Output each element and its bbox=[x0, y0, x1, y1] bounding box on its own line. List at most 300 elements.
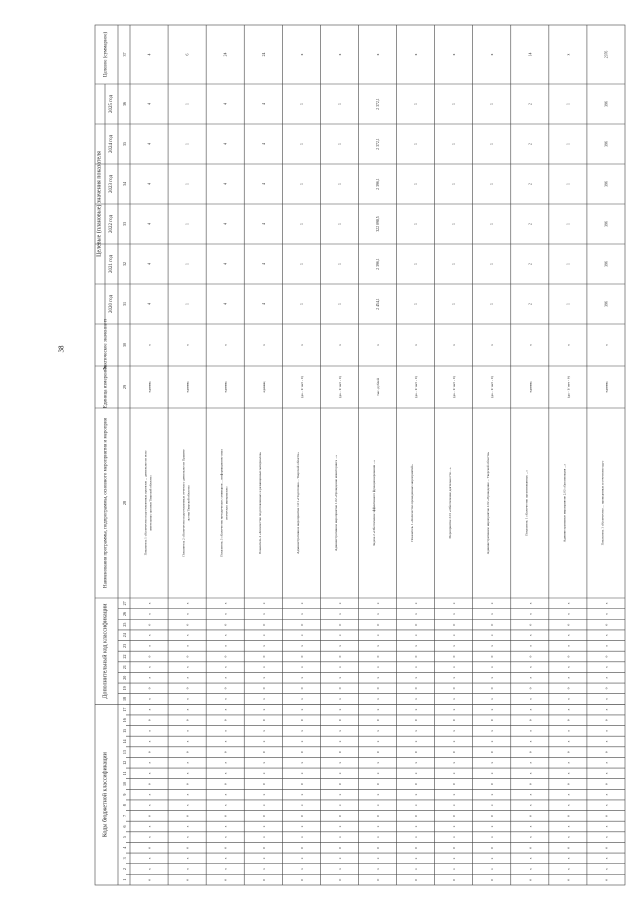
row-value: 1 bbox=[452, 103, 457, 105]
code-cell: х bbox=[376, 729, 380, 732]
row-value: 1 bbox=[414, 263, 419, 265]
code-cell: х bbox=[452, 729, 457, 732]
code-cell: х bbox=[452, 613, 457, 615]
row-value: 1 bbox=[452, 223, 457, 225]
code-cell: х bbox=[376, 761, 380, 764]
code-cell: х bbox=[261, 761, 266, 764]
column-number: 16 bbox=[122, 718, 127, 723]
code-cell: х bbox=[147, 793, 152, 796]
code-cell: х bbox=[528, 857, 533, 860]
code-cell: х bbox=[452, 836, 457, 839]
code-cell: х bbox=[414, 740, 419, 743]
code-cell: х bbox=[299, 761, 304, 764]
row-value: 1 bbox=[452, 303, 457, 305]
code-cell: 0 bbox=[337, 719, 342, 722]
code-cell: 0 bbox=[452, 815, 457, 817]
code-cell: 0 bbox=[376, 719, 380, 722]
code-cell: х bbox=[299, 857, 304, 860]
code-cell: х bbox=[490, 740, 495, 743]
code-cell: х bbox=[566, 793, 571, 796]
code-cell: х bbox=[376, 676, 380, 679]
code-cell: х bbox=[452, 634, 457, 637]
column-number: 27 bbox=[122, 601, 127, 606]
code-cell: 0 bbox=[261, 687, 266, 690]
code-cell: х bbox=[490, 644, 495, 647]
code-cell: 0 bbox=[299, 655, 304, 658]
row-name: Административное мероприятие 1.02 «Проведение мониторинга ...» bbox=[333, 454, 338, 552]
row-name: Показатель 1 «Количество ... проведенных в отчетном году» bbox=[600, 460, 605, 546]
row-total: 24 bbox=[223, 52, 228, 57]
code-cell: х bbox=[223, 602, 228, 605]
row-value: 1 bbox=[490, 263, 495, 265]
code-cell: х bbox=[223, 698, 228, 700]
code-cell: 0 bbox=[604, 687, 609, 690]
row-total: х bbox=[337, 53, 342, 56]
code-cell: х bbox=[604, 761, 609, 764]
code-cell: х bbox=[223, 857, 228, 860]
row-value: 1 bbox=[452, 263, 457, 265]
code-cell: х bbox=[566, 644, 571, 647]
header-unit: Единица измерения bbox=[103, 365, 109, 409]
code-cell: х bbox=[337, 729, 342, 732]
code-cell: х bbox=[147, 761, 152, 764]
header-year-3: 2022 год bbox=[109, 214, 114, 234]
code-cell: х bbox=[566, 666, 571, 668]
code-cell: 0 bbox=[566, 687, 571, 690]
code-cell: х bbox=[337, 761, 342, 764]
code-cell: 0 bbox=[337, 623, 342, 626]
row-name: Показатель 1 «Количество подготовленных проектов ... деятельности испо bbox=[143, 450, 148, 556]
code-cell: х bbox=[261, 729, 266, 732]
code-cell: 0 bbox=[414, 687, 419, 690]
code-cell: 0 bbox=[299, 751, 304, 754]
table-border bbox=[95, 25, 625, 885]
code-cell: х bbox=[223, 825, 228, 828]
code-cell: 0 bbox=[337, 751, 342, 754]
row-value: 4 bbox=[261, 303, 266, 305]
code-cell: х bbox=[261, 708, 266, 711]
row-value: 1 bbox=[452, 143, 457, 145]
code-cell: х bbox=[528, 836, 533, 839]
row-name: лнительных органов Тверской области» bbox=[148, 475, 153, 531]
row-value: 1 bbox=[299, 223, 304, 225]
column-number: 33 bbox=[122, 222, 127, 226]
row-value: 2 bbox=[528, 303, 533, 305]
column-number: 22 bbox=[122, 654, 127, 659]
code-cell: 0 bbox=[185, 846, 190, 849]
code-cell: х bbox=[452, 644, 457, 647]
code-cell: х bbox=[223, 729, 228, 732]
code-cell: х bbox=[185, 729, 190, 732]
column-number: 26 bbox=[122, 611, 127, 616]
row-value: 4 bbox=[223, 223, 228, 225]
code-cell: х bbox=[528, 804, 533, 807]
row-unit: тыс. рублей bbox=[376, 378, 380, 396]
row-base: х bbox=[490, 344, 495, 346]
column-number: 12 bbox=[122, 760, 127, 765]
code-cell: х bbox=[376, 613, 380, 615]
code-cell: х bbox=[261, 836, 266, 839]
code-cell: 0 bbox=[490, 878, 495, 881]
column-number: 14 bbox=[122, 739, 127, 744]
code-cell: 0 bbox=[299, 846, 304, 849]
code-cell: х bbox=[185, 761, 190, 764]
column-number: 10 bbox=[122, 782, 127, 787]
code-cell: 0 bbox=[490, 655, 495, 658]
code-cell: х bbox=[337, 772, 342, 775]
header-year-4: 2023 год bbox=[109, 174, 114, 194]
column-number: 3 bbox=[122, 857, 127, 860]
code-cell: х bbox=[414, 793, 419, 796]
column-number: 6 bbox=[122, 825, 127, 828]
code-cell: х bbox=[414, 857, 419, 860]
code-cell: 0 bbox=[452, 719, 457, 722]
table-grid bbox=[95, 25, 625, 885]
code-cell: 0 bbox=[223, 687, 228, 690]
row-value: 1 bbox=[299, 303, 304, 305]
code-cell: 0 bbox=[185, 687, 190, 690]
code-cell: 0 bbox=[261, 783, 266, 785]
row-name: Показатель 4 «Количество подготовленных и размещенных материалов» bbox=[257, 451, 262, 555]
code-cell: х bbox=[528, 868, 533, 870]
row-base: х bbox=[185, 344, 190, 346]
code-cell: х bbox=[414, 772, 419, 775]
row-value: 396 bbox=[604, 301, 609, 307]
code-cell: х bbox=[337, 868, 342, 870]
row-total: х bbox=[299, 53, 304, 56]
code-cell: 0 bbox=[376, 878, 380, 881]
code-cell: 0 bbox=[566, 846, 571, 849]
column-number: 25 bbox=[122, 622, 127, 627]
row-name: Показатель 3 «Количество методических семинаров ... информационно-анал bbox=[219, 449, 224, 557]
code-cell: х bbox=[185, 644, 190, 647]
row-value: 4 bbox=[261, 263, 266, 265]
row-value: 4 bbox=[223, 143, 228, 145]
row-value: 4 bbox=[147, 223, 152, 225]
code-cell: х bbox=[376, 804, 380, 807]
row-total: 24 bbox=[261, 52, 266, 57]
code-cell: 0 bbox=[223, 846, 228, 849]
row-base: х bbox=[604, 344, 609, 346]
code-cell: х bbox=[414, 634, 419, 637]
code-cell: х bbox=[147, 729, 152, 732]
row-value: 322 098,5 bbox=[376, 216, 380, 232]
code-cell: х bbox=[337, 740, 342, 743]
code-cell: 0 bbox=[414, 719, 419, 722]
code-cell: х bbox=[261, 634, 266, 637]
code-cell: 0 bbox=[528, 751, 533, 754]
row-value: 1 bbox=[185, 103, 190, 105]
column-number: 4 bbox=[122, 846, 127, 849]
code-cell: х bbox=[490, 793, 495, 796]
row-value: 2 bbox=[528, 143, 533, 145]
code-cell: х bbox=[147, 836, 152, 839]
row-name: льства Тверской области» bbox=[186, 484, 191, 522]
code-cell: 0 bbox=[337, 815, 342, 817]
code-cell: х bbox=[528, 772, 533, 775]
code-cell: х bbox=[223, 761, 228, 764]
row-value: 1 bbox=[566, 103, 571, 105]
code-cell: х bbox=[528, 602, 533, 605]
code-cell: х bbox=[604, 666, 609, 668]
page-number: 38 bbox=[57, 345, 66, 353]
code-cell: 0 bbox=[376, 623, 380, 626]
code-cell: х bbox=[185, 804, 190, 807]
row-value: 1 bbox=[566, 303, 571, 305]
row-value: 1 bbox=[299, 143, 304, 145]
code-cell: х bbox=[337, 825, 342, 828]
code-cell: х bbox=[604, 740, 609, 743]
header-year-5: 2024 год bbox=[109, 134, 114, 154]
code-cell: х bbox=[528, 825, 533, 828]
row-value: 4 bbox=[223, 263, 228, 265]
code-cell: 0 bbox=[528, 846, 533, 849]
code-cell: 0 bbox=[376, 846, 380, 849]
row-value: 2 454,1 bbox=[376, 298, 380, 310]
row-value: 396 bbox=[604, 181, 609, 187]
code-cell: х bbox=[337, 804, 342, 807]
code-cell: 0 bbox=[261, 751, 266, 754]
code-cell: х bbox=[604, 729, 609, 732]
row-value: 1 bbox=[566, 223, 571, 225]
column-number: 17 bbox=[122, 707, 127, 712]
code-cell: х bbox=[261, 772, 266, 775]
code-cell: х bbox=[528, 761, 533, 764]
row-value: 4 bbox=[261, 183, 266, 185]
row-value: 4 bbox=[147, 263, 152, 265]
column-number: 23 bbox=[122, 643, 127, 648]
column-number: 36 bbox=[122, 102, 127, 106]
row-base: х bbox=[528, 344, 533, 346]
code-cell: х bbox=[566, 613, 571, 615]
code-cell: х bbox=[376, 772, 380, 775]
row-unit: единиц bbox=[604, 381, 609, 393]
column-number: 34 bbox=[122, 182, 127, 186]
code-cell: 0 bbox=[185, 815, 190, 817]
code-cell: 0 bbox=[566, 815, 571, 817]
code-cell: х bbox=[604, 804, 609, 807]
code-cell: 0 bbox=[185, 719, 190, 722]
code-cell: х bbox=[414, 804, 419, 807]
row-value: 2 372,1 bbox=[376, 98, 380, 110]
column-number: 9 bbox=[122, 793, 127, 796]
code-cell: 0 bbox=[452, 687, 457, 690]
code-cell: 0 bbox=[604, 751, 609, 754]
code-cell: х bbox=[337, 708, 342, 711]
code-cell: х bbox=[490, 761, 495, 764]
row-value: 1 bbox=[299, 183, 304, 185]
code-cell: х bbox=[566, 804, 571, 807]
code-cell: х bbox=[490, 613, 495, 615]
code-cell: х bbox=[604, 857, 609, 860]
header-year-6: 2025 год bbox=[109, 94, 114, 114]
row-value: 1 bbox=[337, 183, 342, 185]
code-cell: х bbox=[452, 804, 457, 807]
code-cell: х bbox=[414, 825, 419, 828]
row-total: х bbox=[376, 53, 380, 56]
code-cell: х bbox=[337, 634, 342, 637]
row-value: 2 bbox=[528, 263, 533, 265]
row-name: итических материалов» bbox=[224, 486, 229, 520]
code-cell: 0 bbox=[299, 687, 304, 690]
code-cell: 0 bbox=[414, 623, 419, 626]
row-name: Административное мероприятие 2.03 «Организация ...» bbox=[562, 463, 567, 543]
code-cell: 0 bbox=[566, 751, 571, 754]
code-cell: х bbox=[147, 644, 152, 647]
row-unit: единиц bbox=[223, 381, 228, 393]
code-cell: х bbox=[147, 772, 152, 775]
code-cell: х bbox=[185, 676, 190, 679]
row-unit: единиц bbox=[528, 381, 533, 393]
code-cell: 0 bbox=[261, 846, 266, 849]
code-cell: х bbox=[414, 836, 419, 839]
code-cell: 0 bbox=[147, 623, 152, 626]
code-cell: х bbox=[604, 644, 609, 647]
code-cell: 0 bbox=[337, 687, 342, 690]
column-number: 13 bbox=[122, 750, 127, 755]
row-total: 4 bbox=[147, 53, 152, 56]
code-cell: 0 bbox=[490, 815, 495, 817]
code-cell: х bbox=[414, 613, 419, 615]
row-name: Административное мероприятие 2.02 «Проведение ... Тверской области» bbox=[486, 451, 491, 555]
code-cell: х bbox=[566, 708, 571, 711]
code-cell: х bbox=[223, 772, 228, 775]
code-cell: 0 bbox=[185, 878, 190, 881]
code-cell: х bbox=[604, 698, 609, 700]
code-cell: 0 bbox=[376, 751, 380, 754]
code-cell: х bbox=[414, 676, 419, 679]
row-value: 4 bbox=[261, 223, 266, 225]
code-cell: х bbox=[261, 740, 266, 743]
row-unit: единиц bbox=[147, 381, 152, 393]
row-value: 1 bbox=[414, 103, 419, 105]
code-cell: х bbox=[490, 634, 495, 637]
column-number: 29 bbox=[122, 385, 127, 389]
code-cell: х bbox=[185, 613, 190, 615]
row-value: 1 bbox=[490, 143, 495, 145]
code-cell: 0 bbox=[376, 687, 380, 690]
row-value: 1 bbox=[566, 183, 571, 185]
header-name: Наименования программы, подпрограммы, основного мероприятия и мероприя bbox=[103, 418, 109, 588]
code-cell: х bbox=[566, 857, 571, 860]
column-number: 8 bbox=[122, 804, 127, 807]
code-cell: х bbox=[452, 868, 457, 870]
code-cell: х bbox=[147, 868, 152, 870]
code-cell: х bbox=[185, 857, 190, 860]
row-base: х bbox=[147, 344, 152, 346]
code-cell: х bbox=[490, 708, 495, 711]
code-cell: 0 bbox=[185, 655, 190, 658]
code-cell: х bbox=[299, 868, 304, 870]
row-value: 1 bbox=[490, 303, 495, 305]
row-value: 1 bbox=[337, 303, 342, 305]
code-cell: х bbox=[223, 613, 228, 615]
row-value: 1 bbox=[414, 183, 419, 185]
column-number: 2 bbox=[122, 868, 127, 871]
code-cell: х bbox=[376, 825, 380, 828]
code-cell: х bbox=[376, 836, 380, 839]
code-cell: 0 bbox=[490, 687, 495, 690]
code-cell: х bbox=[604, 613, 609, 615]
code-cell: х bbox=[452, 708, 457, 711]
row-base: х bbox=[376, 344, 380, 346]
code-cell: 0 bbox=[223, 655, 228, 658]
code-cell: х bbox=[604, 634, 609, 637]
column-number: 1 bbox=[122, 878, 127, 881]
code-cell: х bbox=[604, 676, 609, 679]
row-name: Показатель 2 «Количество подготовленных отчетов о деятельности Правите bbox=[181, 449, 186, 557]
code-cell: х bbox=[185, 836, 190, 839]
code-cell: х bbox=[414, 698, 419, 700]
code-cell: х bbox=[604, 793, 609, 796]
code-cell: х bbox=[261, 613, 266, 615]
code-cell: 0 bbox=[604, 655, 609, 658]
code-cell: 0 bbox=[261, 719, 266, 722]
code-cell: 0 bbox=[604, 878, 609, 881]
row-unit: (да - 1/ нет - 0) bbox=[566, 376, 571, 398]
row-value: 396 bbox=[604, 141, 609, 147]
row-value: 1 bbox=[490, 103, 495, 105]
row-value: 4 bbox=[223, 103, 228, 105]
code-cell: 0 bbox=[147, 751, 152, 754]
code-cell: х bbox=[490, 602, 495, 605]
code-cell: х bbox=[299, 676, 304, 679]
code-cell: х bbox=[414, 868, 419, 870]
code-cell: 0 bbox=[414, 846, 419, 849]
code-cell: 0 bbox=[185, 783, 190, 785]
code-cell: х bbox=[261, 868, 266, 870]
code-cell: 0 bbox=[376, 815, 380, 817]
code-cell: 0 bbox=[414, 751, 419, 754]
code-cell: 0 bbox=[452, 751, 457, 754]
row-name: Административное мероприятие 1.01 «Подготовка ... Тверской области» bbox=[295, 452, 300, 554]
code-cell: х bbox=[490, 698, 495, 700]
row-value: 396 bbox=[604, 221, 609, 227]
code-cell: х bbox=[299, 666, 304, 668]
header-year-1: 2020 год bbox=[109, 294, 114, 314]
row-unit: (да - 1/ нет - 0) bbox=[337, 376, 342, 398]
row-name: Задача 2 «Обеспечение эффективного функционирования ...» bbox=[372, 460, 376, 546]
code-cell: х bbox=[185, 708, 190, 711]
code-cell: х bbox=[452, 793, 457, 796]
code-cell: 0 bbox=[299, 783, 304, 785]
row-value: 4 bbox=[223, 303, 228, 305]
code-cell: 0 bbox=[604, 623, 609, 626]
code-cell: х bbox=[604, 708, 609, 711]
code-cell: х bbox=[299, 836, 304, 839]
code-cell: 0 bbox=[566, 878, 571, 881]
row-base: х bbox=[566, 344, 571, 346]
code-cell: х bbox=[261, 698, 266, 700]
code-cell: х bbox=[185, 634, 190, 637]
row-total: х bbox=[452, 53, 457, 56]
code-cell: 0 bbox=[528, 878, 533, 881]
code-cell: х bbox=[528, 634, 533, 637]
code-cell: 0 bbox=[528, 783, 533, 785]
code-cell: х bbox=[223, 676, 228, 679]
row-base: х bbox=[452, 344, 457, 346]
code-cell: 0 bbox=[299, 878, 304, 881]
code-cell: 0 bbox=[223, 719, 228, 722]
code-cell: х bbox=[147, 676, 152, 679]
code-cell: х bbox=[223, 634, 228, 637]
code-cell: х bbox=[337, 602, 342, 605]
header-additional-codes: Дополнительный код классификации bbox=[102, 603, 109, 699]
code-cell: х bbox=[528, 644, 533, 647]
code-cell: 0 bbox=[528, 719, 533, 722]
code-cell: 0 bbox=[147, 878, 152, 881]
code-cell: х bbox=[452, 772, 457, 775]
